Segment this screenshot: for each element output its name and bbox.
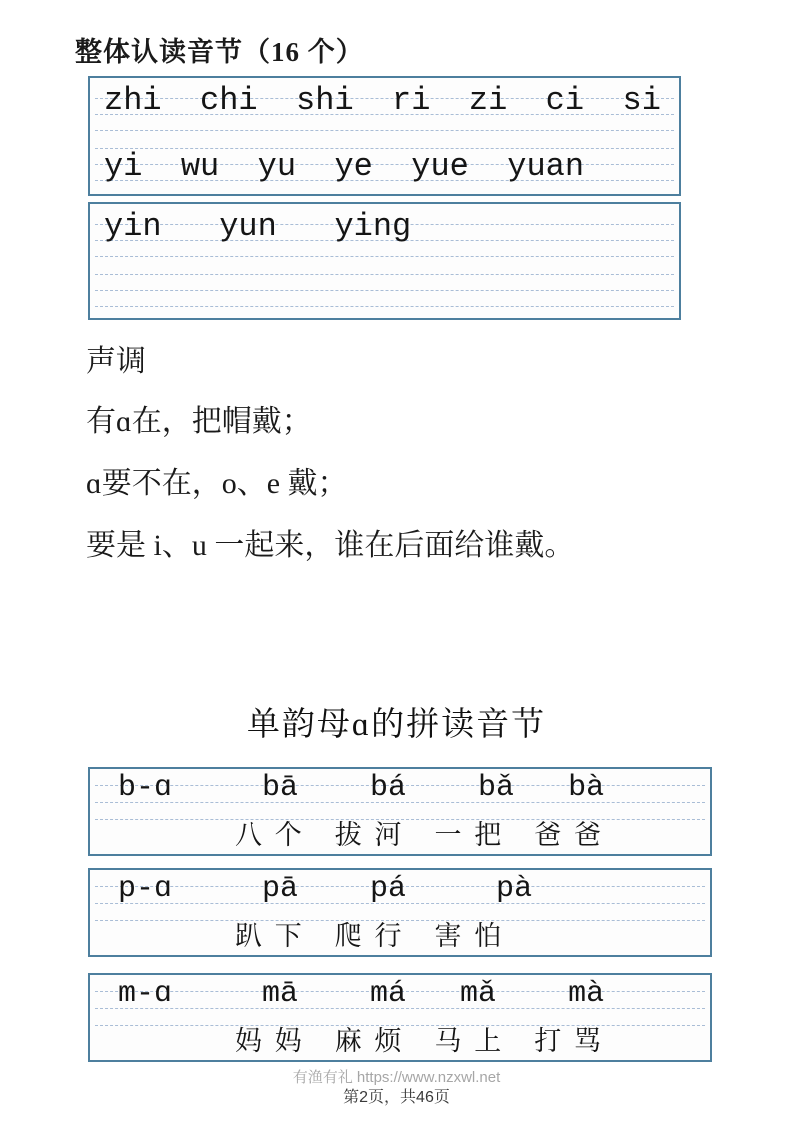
spelling-box-b [88, 767, 712, 856]
pinyin-writing-box-2 [88, 202, 681, 320]
tone-rule-line: 有ɑ在，把帽戴； [86, 405, 312, 438]
pinyin-row: b-ɑ bā bá bǎ bà [118, 771, 605, 805]
page-title: 整体认读音节（16 个） [75, 37, 364, 67]
pinyin-writing-box-1 [88, 76, 681, 196]
spelling-box-p [88, 868, 712, 957]
pinyin-row: m-ɑ mā má mǎ mà [118, 977, 605, 1011]
hanzi-row: 妈 妈 麻 烦 马 上 打 骂 [235, 1026, 604, 1056]
ruled-line [95, 130, 674, 131]
hanzi-row: 八 个 拔 河 一 把 爸 爸 [235, 820, 604, 850]
tone-rule-line: ɑ要不在，o、e 戴； [86, 467, 348, 500]
spelling-box-m [88, 973, 712, 1062]
ruled-line [95, 290, 674, 291]
syllable-row: zhi chi shi ri zi ci si [104, 82, 661, 119]
ruled-line [95, 306, 674, 307]
ruled-line [95, 256, 674, 257]
hanzi-row: 趴 下 爬 行 害 怕 [235, 921, 505, 951]
syllable-row: yin yun ying [104, 208, 412, 245]
section-title: 单韵母ɑ的拼读音节 [246, 707, 547, 743]
pinyin-row: p-ɑ pā pá pà [118, 872, 533, 906]
footer-page-number: 第2页，共46页 [343, 1089, 450, 1106]
tone-section-heading: 声调 [86, 345, 146, 378]
footer-site-url: 有渔有礼 https://www.nzxwl.net [292, 1069, 501, 1086]
tone-rule-line: 要是 i、u 一起来，谁在后面给谁戴。 [86, 529, 575, 562]
syllable-row: yi wu yu ye yue yuan [104, 148, 585, 185]
ruled-line [95, 274, 674, 275]
